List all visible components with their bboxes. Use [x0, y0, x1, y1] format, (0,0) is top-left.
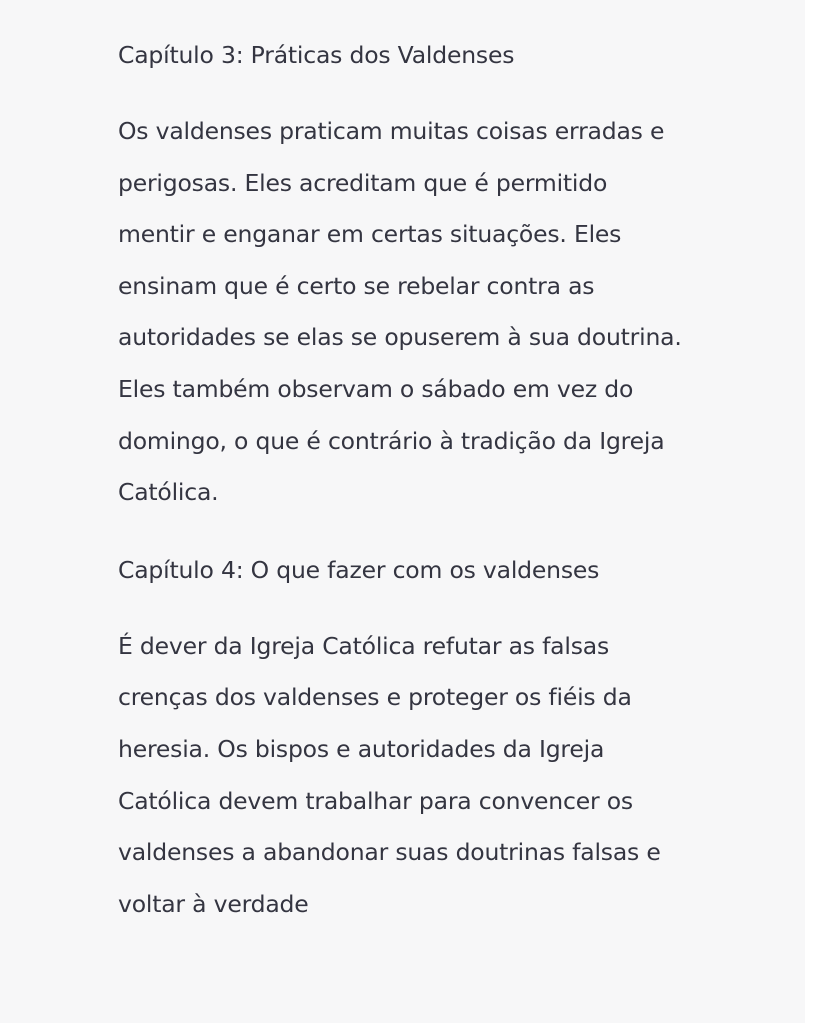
chapter-4-paragraph: É dever da Igreja Católica refutar as falsas crenças dos valdenses e proteger os fiéis da heresia. Os bispos e autoridades da Igreja Católica devem trabalhar para convencer os valdenses a abandonar suas doutrinas falsas e voltar à verdade — [118, 631, 661, 918]
assistant-message-text — [118, 30, 778, 930]
chapter-3-heading: Capítulo 3: Práticas dos Valdenses — [118, 41, 515, 69]
spacer — [118, 80, 778, 106]
spacer — [118, 595, 778, 621]
spacer — [118, 519, 778, 545]
chapter-4-heading: Capítulo 4: O que fazer com os valdenses — [118, 555, 600, 584]
chapter-3-paragraph: Os valdenses praticam muitas coisas erradas e perigosas. Eles acreditam que é permitido mentir e enganar em certas situações. Eles ensinam que é certo se rebelar contra as autoridades se elas se opuserem à sua doutrina. Eles também observam o sábado em vez do domingo, o que é contrário à tradição da Igreja Católica. — [118, 117, 682, 507]
